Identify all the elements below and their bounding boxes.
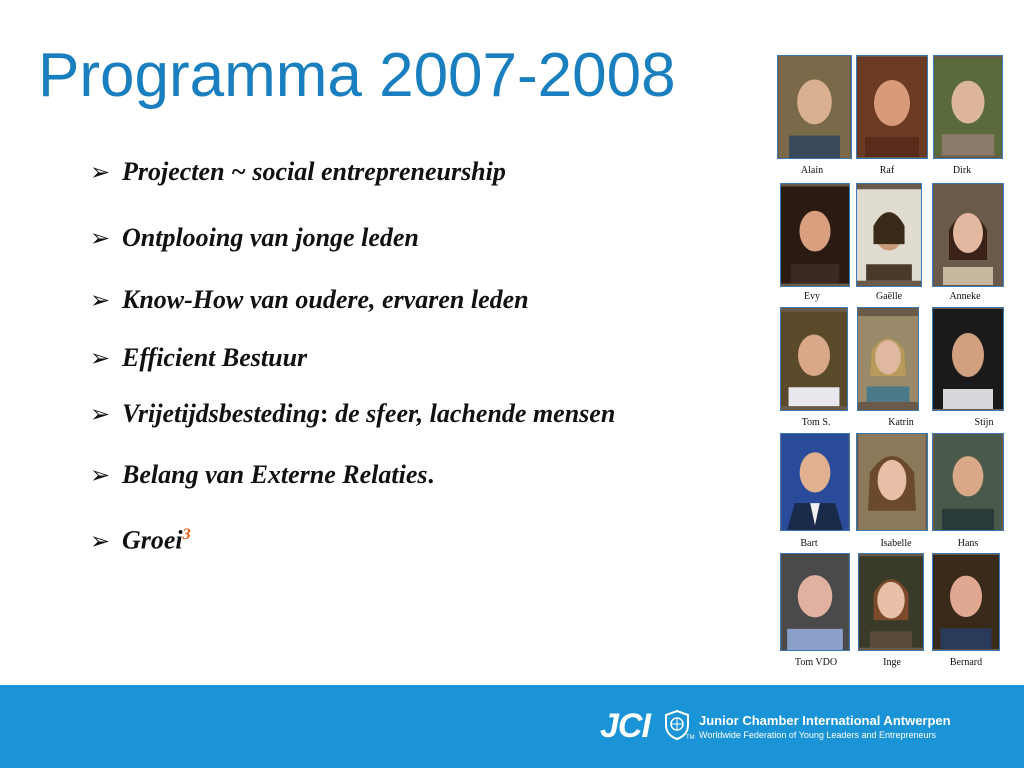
bullet-item (90, 285, 529, 315)
arrow-bullet-icon: ➢ (90, 286, 111, 314)
team-member-name: Gaëlle (875, 291, 903, 302)
team-photo (858, 553, 924, 651)
team-photo (857, 307, 919, 411)
arrow-bullet-icon: ➢ (90, 224, 111, 252)
bullet-item (90, 223, 419, 253)
team-photo (856, 183, 922, 287)
team-member-name: Stijn (974, 417, 994, 428)
team-member-name: Katrin (888, 417, 914, 428)
team-member-name: Bart (800, 538, 818, 549)
team-member-name: Inge (883, 657, 901, 668)
team-photo (780, 183, 850, 287)
bullet-item (90, 399, 615, 429)
team-member-name: Tom VDO (794, 657, 838, 668)
bullet-text: Know-How van oudere, ervaren leden (122, 285, 529, 314)
team-photo (780, 307, 848, 411)
trademark-mark: TM (686, 735, 695, 741)
team-member-name: Bernard (949, 657, 983, 668)
arrow-bullet-icon: ➢ (90, 400, 111, 428)
bullet-item (90, 460, 434, 490)
arrow-bullet-icon: ➢ (90, 344, 111, 372)
team-member-name: Evy (803, 291, 821, 302)
arrow-bullet-icon: ➢ (90, 158, 111, 186)
team-photo (780, 553, 850, 651)
bullet-item (90, 520, 191, 556)
superscript-three: 3 (182, 526, 191, 543)
team-member-name: Isabelle (880, 538, 912, 549)
team-member-name: Hans (957, 538, 979, 549)
bullet-text: Groei (122, 525, 183, 555)
team-photo (933, 55, 1003, 159)
bullet-text: Efficient Bestuur (122, 343, 308, 372)
bullet-text-rest: de sfeer, lachende mensen (328, 399, 616, 428)
team-member-name: Anneke (949, 291, 981, 302)
bullet-item (90, 343, 307, 373)
bullet-suffix: . (427, 460, 434, 489)
jci-logo: JCI (600, 707, 650, 745)
team-member-name: Alain (800, 165, 824, 176)
team-photo (932, 433, 1004, 531)
team-photo (856, 55, 928, 159)
bullet-text: Ontplooing van jonge leden (122, 223, 419, 252)
arrow-bullet-icon: ➢ (90, 461, 111, 489)
bullet-text: Belang van Externe Relaties (122, 460, 428, 489)
arrow-bullet-icon: ➢ (90, 526, 111, 555)
bullet-item (90, 157, 506, 187)
organization-tagline: Worldwide Federation of Young Leaders and Entrepreneurs (699, 730, 936, 740)
bullet-text: Projecten ~ social entrepreneurship (122, 157, 506, 186)
bullet-separator: : (319, 399, 329, 428)
team-photo (932, 307, 1004, 411)
team-photo (777, 55, 852, 159)
slide-title: Programma 2007-2008 (38, 41, 676, 110)
team-photo (932, 553, 1000, 651)
team-member-name: Tom S. (801, 417, 831, 428)
team-photo (932, 183, 1004, 287)
team-photo (780, 433, 850, 531)
organization-name: Junior Chamber International Antwerpen (699, 713, 951, 728)
team-member-name: Dirk (952, 165, 972, 176)
bullet-text: Vrijetijdsbesteding (122, 399, 320, 428)
team-photo (856, 433, 928, 531)
team-member-name: Raf (879, 165, 895, 176)
